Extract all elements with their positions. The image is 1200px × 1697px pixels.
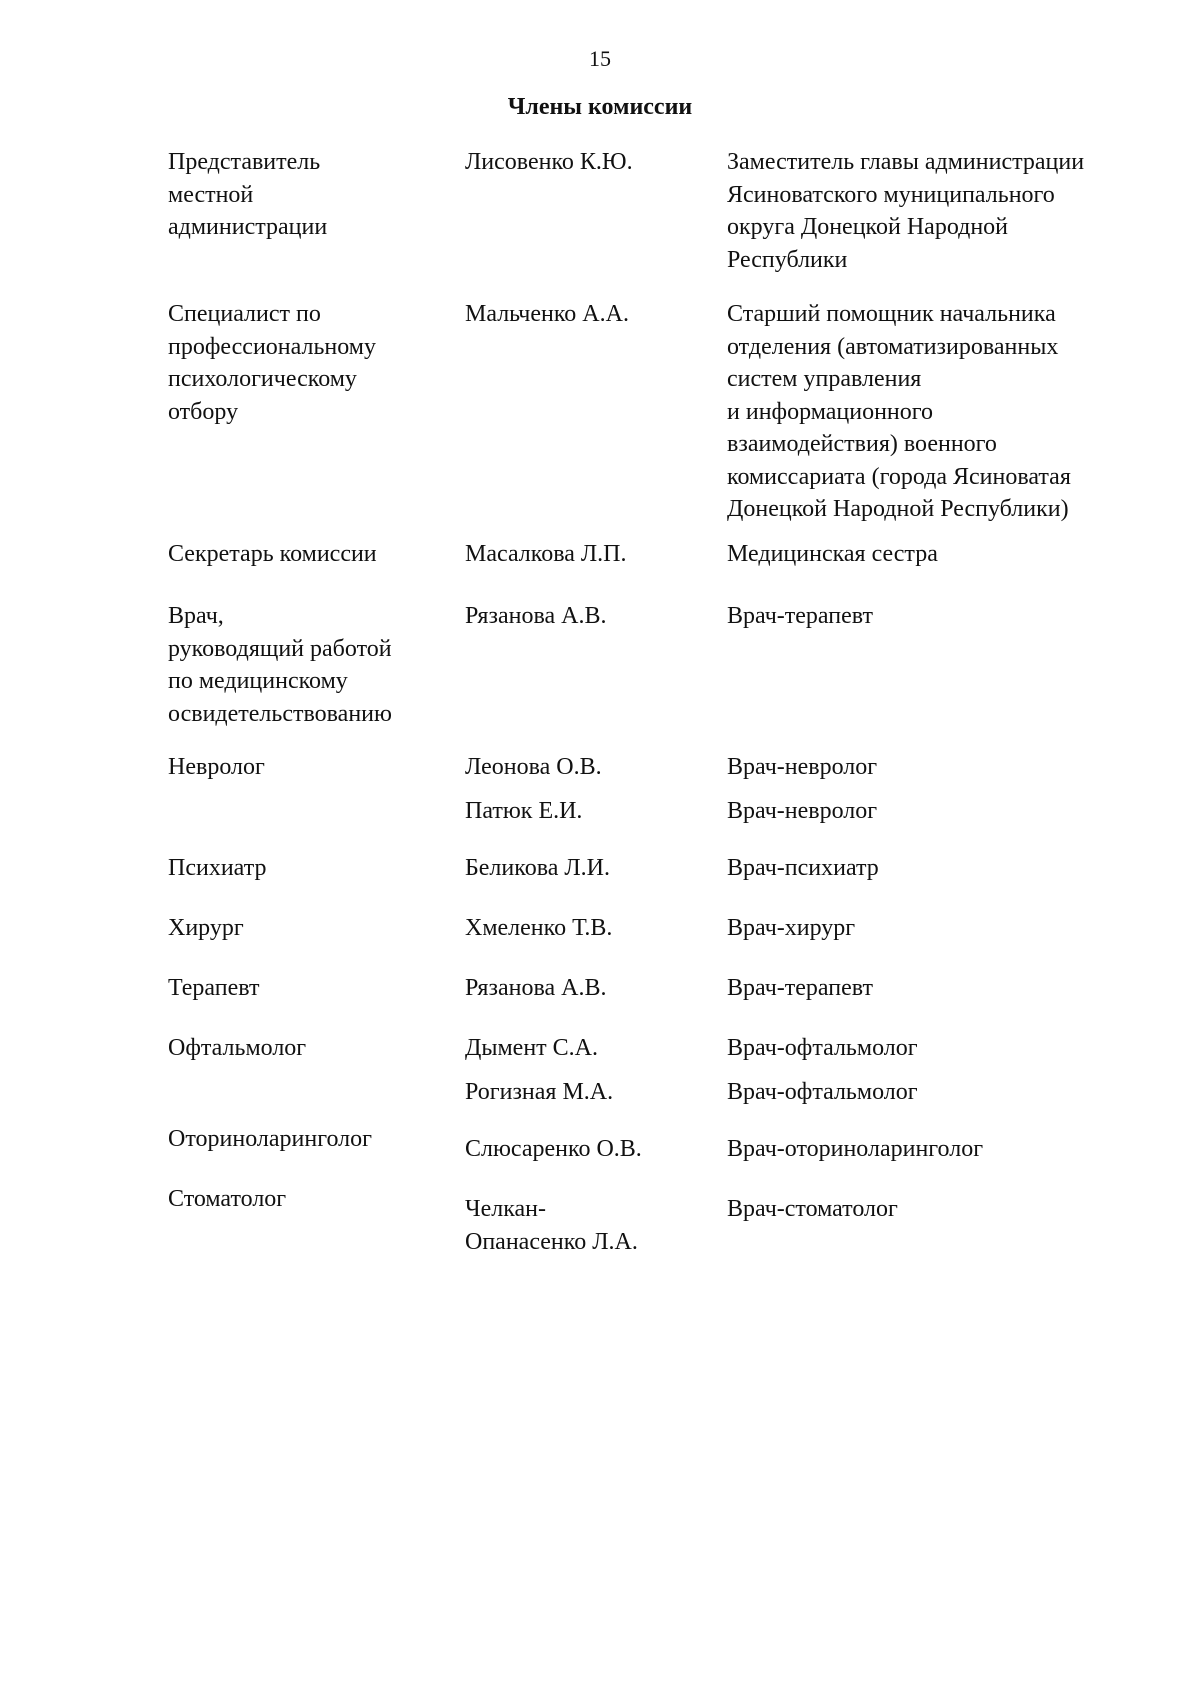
member-role <box>168 852 458 885</box>
member-name <box>465 146 690 190</box>
member-role <box>168 751 458 784</box>
member-role-line: местной <box>168 181 254 208</box>
member-positions <box>727 1193 1172 1237</box>
member-position <box>727 298 1172 526</box>
member-name <box>465 1193 690 1258</box>
member-positions <box>727 972 1172 1016</box>
member-names <box>465 1133 690 1177</box>
member-names <box>465 146 690 190</box>
member-role-line: Офтальмолог <box>168 1035 307 1061</box>
member-role <box>168 1183 458 1216</box>
member-position-line: Врач-офтальмолог <box>727 1079 918 1105</box>
member-role-line: психологическому <box>168 366 357 392</box>
member-names <box>465 972 690 1016</box>
member-name-line: Опанасенко Л.А. <box>465 1228 638 1255</box>
member-position-line: Республики <box>727 246 848 273</box>
member-positions <box>727 1032 1172 1120</box>
member-role <box>168 912 458 945</box>
member-positions <box>727 751 1172 839</box>
member-name <box>465 1032 690 1076</box>
member-position-line: Врач-терапевт <box>727 975 873 1001</box>
member-name-line: Дымент С.А. <box>465 1035 599 1061</box>
member-position-line: Врач-стоматолог <box>727 1196 898 1222</box>
member-name-line: Масалкова Л.П. <box>465 541 627 567</box>
member-name-line: Рязанова А.В. <box>465 603 607 629</box>
member-name <box>465 852 690 896</box>
member-name-line: Рогизная М.А. <box>465 1079 614 1105</box>
member-name <box>465 298 690 342</box>
member-role <box>168 1032 458 1065</box>
member-position-line: Врач-оториноларинголог <box>727 1136 984 1162</box>
member-names <box>465 852 690 896</box>
member-position <box>727 751 1172 795</box>
member-role-line: администрации <box>168 214 328 240</box>
member-position <box>727 852 1172 896</box>
member-role-line: Оториноларинголог <box>168 1126 372 1152</box>
document-title: Члены комиссии <box>507 94 693 120</box>
member-name <box>465 538 690 582</box>
member-position <box>727 600 1172 644</box>
member-position-line: отделения (автоматизированных <box>727 333 1059 360</box>
member-position <box>727 538 1172 582</box>
member-role-line: Невролог <box>168 754 265 780</box>
member-name <box>465 972 690 1016</box>
member-position-line: Старший помощник начальника <box>727 301 1056 327</box>
member-name-line: Рязанова А.В. <box>465 975 607 1001</box>
member-name <box>465 751 690 795</box>
member-position-line: комиссариата (города Ясиноватая <box>727 463 1071 490</box>
member-names <box>465 538 690 582</box>
member-names <box>465 1193 690 1258</box>
page-number: 15 <box>589 46 611 71</box>
member-role-line: Представитель <box>168 149 321 175</box>
member-position-line: взаимодействия) военного <box>727 431 997 457</box>
member-position-line: Врач-невролог <box>727 798 878 824</box>
member-role <box>168 1123 458 1156</box>
member-role-line: Секретарь комиссии <box>168 541 377 567</box>
member-names <box>465 751 690 839</box>
member-role-line: Стоматолог <box>168 1186 287 1212</box>
member-role <box>168 146 458 244</box>
member-name-line: Мальченко А.А. <box>465 301 629 327</box>
member-position-line: Медицинская сестра <box>727 541 938 567</box>
member-position <box>727 795 1172 839</box>
member-name-line: Хмеленко Т.В. <box>465 915 613 941</box>
member-role-line: Терапевт <box>168 975 260 1001</box>
member-names <box>465 600 690 644</box>
member-role-line: Хирург <box>168 915 244 941</box>
member-position <box>727 972 1172 1016</box>
member-role-line: отбору <box>168 398 239 425</box>
member-position-line: Врач-офтальмолог <box>727 1035 918 1061</box>
member-role <box>168 298 458 428</box>
member-role-line: профессиональному <box>168 333 376 360</box>
member-position-line: округа Донецкой Народной <box>727 214 1009 240</box>
member-names <box>465 298 690 342</box>
member-role <box>168 600 458 730</box>
member-position <box>727 1076 1172 1120</box>
member-position-line: систем управления <box>727 366 922 392</box>
member-role-line: руководящий работой <box>168 635 392 662</box>
member-position-line: и информационного <box>727 398 934 425</box>
member-name-line: Челкан- <box>465 1196 547 1222</box>
member-position-line: Врач-невролог <box>727 754 878 780</box>
member-position <box>727 146 1172 276</box>
member-positions <box>727 1133 1172 1177</box>
member-name <box>465 600 690 644</box>
member-position <box>727 1133 1172 1177</box>
member-role-line: Специалист по <box>168 301 321 327</box>
member-position-line: Врач-терапевт <box>727 603 873 629</box>
member-name-line: Патюк Е.И. <box>465 798 583 824</box>
member-name <box>465 912 690 956</box>
member-position-line: Донецкой Народной Республики) <box>727 496 1069 522</box>
member-role <box>168 538 458 571</box>
member-name-line: Слюсаренко О.В. <box>465 1136 642 1162</box>
member-position-line: Врач-психиатр <box>727 855 879 881</box>
member-positions <box>727 912 1172 956</box>
member-position-line: Заместитель главы администрации <box>727 149 1085 175</box>
member-positions <box>727 600 1172 644</box>
member-position-line: Врач-хирург <box>727 915 856 941</box>
member-position <box>727 912 1172 956</box>
member-positions <box>727 298 1172 526</box>
member-role-line: Врач, <box>168 603 224 629</box>
member-positions <box>727 852 1172 896</box>
member-role-line: освидетельствованию <box>168 700 392 727</box>
member-name <box>465 1133 690 1177</box>
member-position <box>727 1032 1172 1076</box>
member-role-line: по медицинскому <box>168 668 348 694</box>
member-position-line: Ясиноватского муниципального <box>727 181 1055 208</box>
member-positions <box>727 146 1172 276</box>
member-role <box>168 972 458 1005</box>
member-name-line: Беликова Л.И. <box>465 855 610 881</box>
member-name <box>465 795 690 839</box>
member-name <box>465 1076 690 1120</box>
member-position <box>727 1193 1172 1237</box>
member-positions <box>727 538 1172 582</box>
member-names <box>465 1032 690 1120</box>
member-name-line: Леонова О.В. <box>465 754 602 780</box>
member-name-line: Лисовенко К.Ю. <box>465 149 633 175</box>
member-role-line: Психиатр <box>168 855 267 881</box>
member-names <box>465 912 690 956</box>
